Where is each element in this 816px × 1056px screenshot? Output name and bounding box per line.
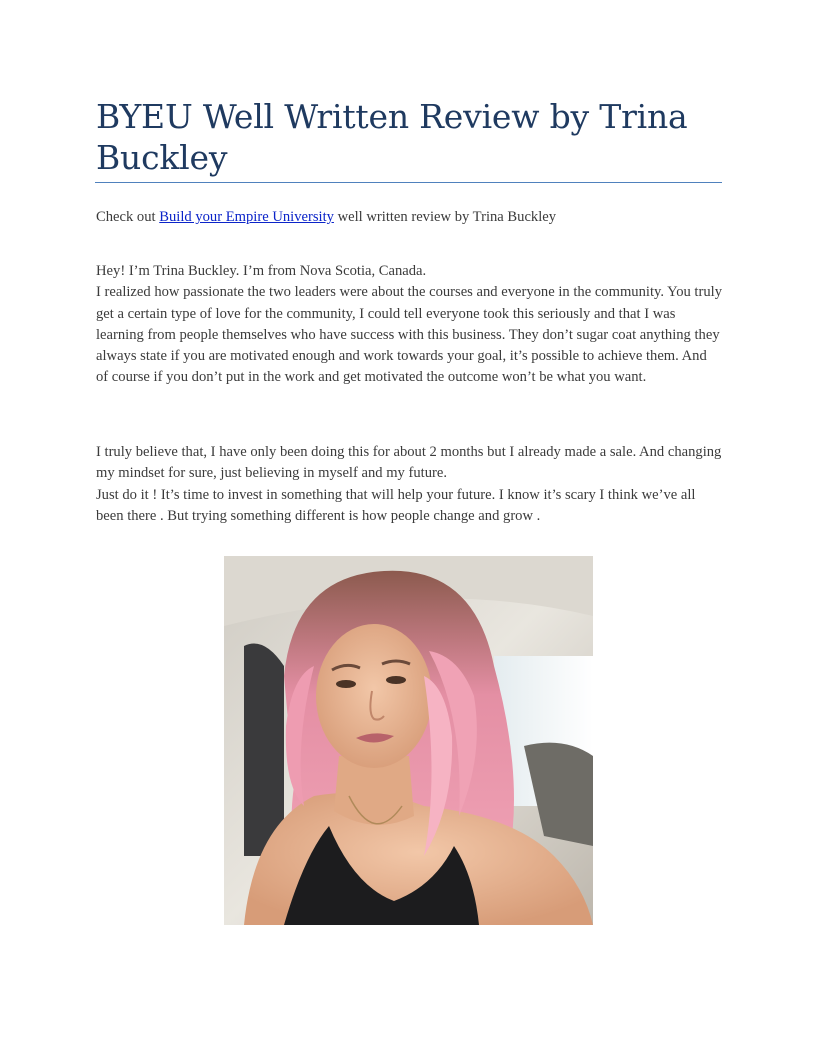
- title-underline-rule: [95, 182, 722, 183]
- page-title: BYEU Well Written Review by Trina Buckley: [96, 97, 688, 177]
- byeu-link[interactable]: Build your Empire University: [159, 209, 334, 225]
- review-paragraph-2: [96, 442, 722, 527]
- intro-line: [96, 207, 722, 228]
- intro-prefix: Check out: [96, 209, 160, 225]
- encouragement-line: Just do it ! It’s time to invest in something that will help your future. I know it’s scary I think we’ve all been there . But trying something different is how people change and grow .: [96, 486, 696, 524]
- reviewer-photo: [224, 556, 593, 925]
- greeting-line: Hey! I’m Trina Buckley. I’m from Nova Scotia, Canada.: [96, 263, 427, 279]
- belief-line: I truly believe that, I have only been doing this for about 2 months but I already made a sale. And changing my mindset for sure, just believing in myself and my future.: [96, 444, 722, 482]
- intro-suffix: well written review by Trina Buckley: [333, 209, 557, 225]
- review-body-line: I realized how passionate the two leaders were about the courses and everyone in the community. You truly get a certain type of love for the community, I could tell everyone took this seriously and that I was learning from people themselves who have success with this business. They don’t sugar coat anything they always state if you are motivated enough and work towards your goal, it’s possible to achieve them. And of course if you don’t put in the work and get motivated the outcome won’t be what you want.: [96, 284, 722, 386]
- review-paragraph-1: [96, 261, 722, 389]
